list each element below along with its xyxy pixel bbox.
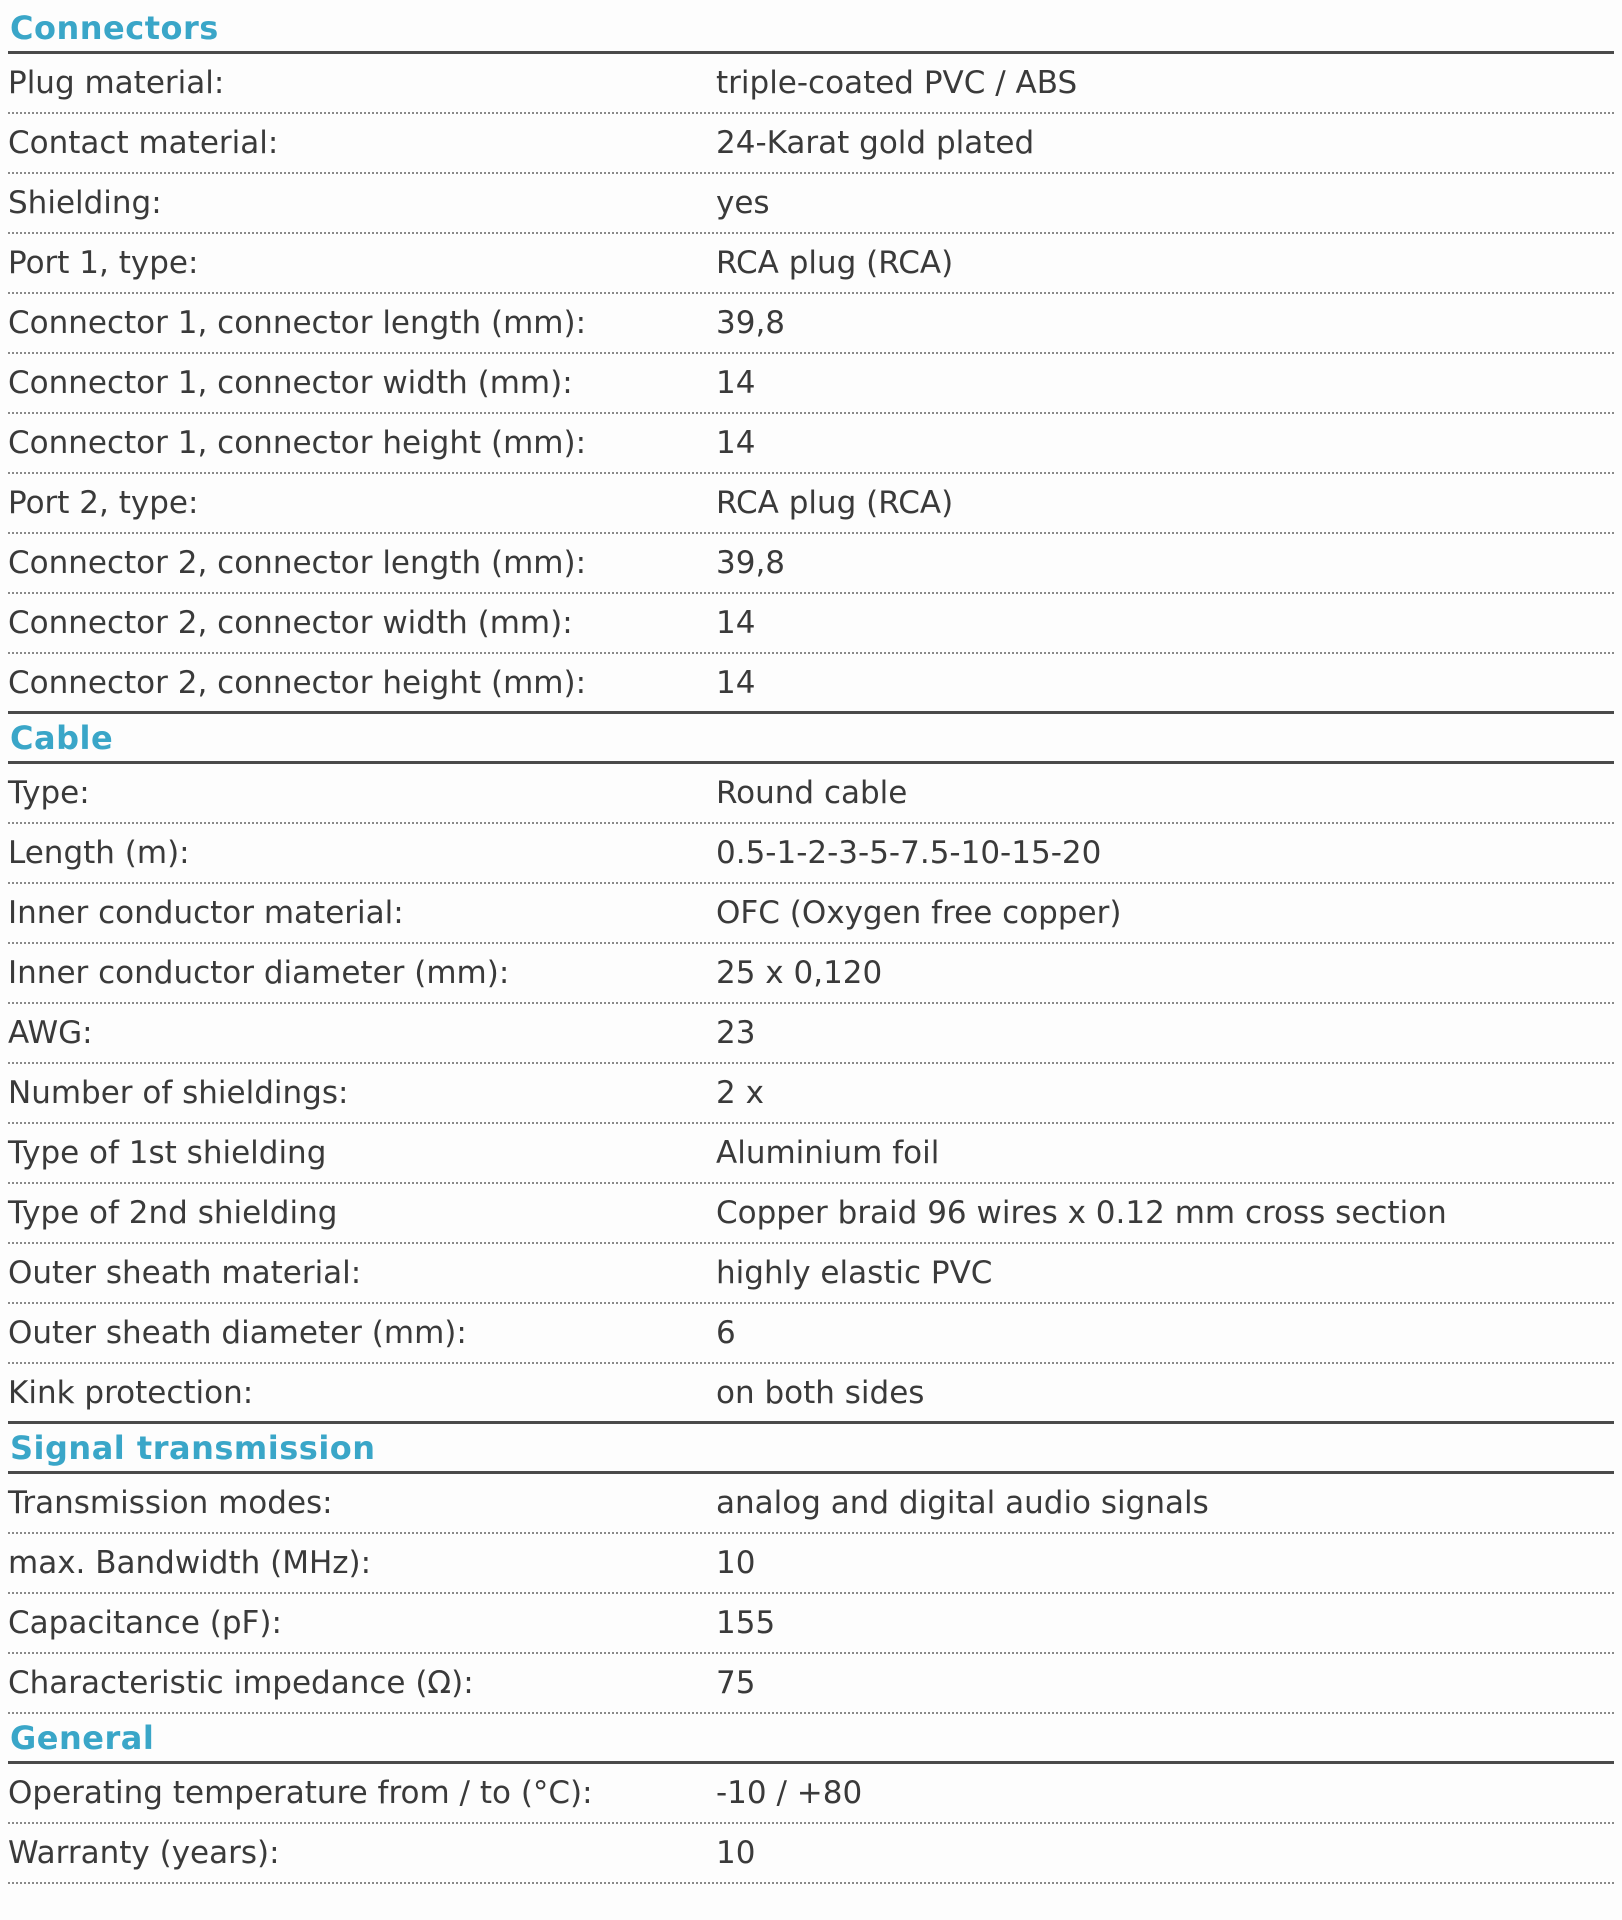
spec-row <box>8 1364 1614 1424</box>
spec-value: RCA plug (RCA) <box>716 485 954 521</box>
spec-row <box>8 1824 1614 1884</box>
spec-row <box>8 414 1614 474</box>
spec-label: Plug material: <box>8 65 225 101</box>
spec-row <box>8 534 1614 594</box>
spec-label: Transmission modes: <box>8 1485 333 1521</box>
section-title: General <box>8 1714 1614 1764</box>
spec-value: 75 <box>716 1665 756 1701</box>
spec-label: Inner conductor diameter (mm): <box>8 955 510 991</box>
spec-value: Copper braid 96 wires x 0.12 mm cross section <box>716 1195 1447 1231</box>
spec-label: AWG: <box>8 1015 93 1051</box>
spec-row <box>8 1474 1614 1534</box>
spec-value: RCA plug (RCA) <box>716 245 954 281</box>
spec-label: Outer sheath material: <box>8 1255 362 1291</box>
spec-value: 14 <box>716 664 756 701</box>
section-signal-transmission <box>8 1424 1614 1714</box>
spec-label: Connector 1, connector width (mm): <box>8 365 573 401</box>
spec-label: Port 1, type: <box>8 245 199 281</box>
section-title: Connectors <box>8 0 1614 54</box>
spec-row <box>8 1184 1614 1244</box>
spec-label: Length (m): <box>8 835 190 871</box>
spec-value: 39,8 <box>716 545 786 581</box>
spec-value: 25 x 0,120 <box>716 955 883 991</box>
section-cable <box>8 714 1614 1424</box>
spec-label: Inner conductor material: <box>8 895 404 931</box>
spec-row <box>8 824 1614 884</box>
spec-value: 23 <box>716 1015 756 1051</box>
spec-row <box>8 1764 1614 1824</box>
spec-row <box>8 174 1614 234</box>
spec-label: Shielding: <box>8 185 162 221</box>
spec-value: 0.5-1-2-3-5-7.5-10-15-20 <box>716 835 1102 871</box>
spec-value: 10 <box>716 1835 756 1871</box>
spec-label: Connector 2, connector height (mm): <box>8 664 587 701</box>
section-title: Signal transmission <box>8 1424 1614 1474</box>
spec-value: 6 <box>716 1315 736 1351</box>
spec-row <box>8 884 1614 944</box>
spec-value: OFC (Oxygen free copper) <box>716 895 1122 931</box>
spec-label: Characteristic impedance (Ω): <box>8 1665 474 1701</box>
spec-label: Outer sheath diameter (mm): <box>8 1315 467 1351</box>
spec-label: Type of 2nd shielding <box>8 1195 338 1231</box>
spec-value: Round cable <box>716 775 908 811</box>
spec-row <box>8 1064 1614 1124</box>
spec-label: Capacitance (pF): <box>8 1605 282 1641</box>
spec-row <box>8 234 1614 294</box>
spec-label: Connector 1, connector length (mm): <box>8 305 587 341</box>
section-connectors <box>8 0 1614 714</box>
spec-row <box>8 1654 1614 1714</box>
spec-value: yes <box>716 185 770 221</box>
spec-row <box>8 114 1614 174</box>
spec-value: 14 <box>716 605 756 641</box>
spec-row <box>8 1534 1614 1594</box>
spec-row <box>8 1004 1614 1064</box>
spec-label: Connector 2, connector width (mm): <box>8 605 573 641</box>
spec-row <box>8 1124 1614 1184</box>
spec-label: Type of 1st shielding <box>8 1135 327 1171</box>
spec-value: on both sides <box>716 1374 925 1411</box>
spec-label: Type: <box>8 775 90 811</box>
spec-value: analog and digital audio signals <box>716 1485 1209 1521</box>
spec-row <box>8 944 1614 1004</box>
spec-row <box>8 1304 1614 1364</box>
spec-row <box>8 54 1614 114</box>
spec-row <box>8 294 1614 354</box>
spec-value: 10 <box>716 1545 756 1581</box>
spec-label: Number of shieldings: <box>8 1075 349 1111</box>
spec-value: 39,8 <box>716 305 786 341</box>
spec-value: Aluminium foil <box>716 1135 940 1171</box>
spec-row <box>8 654 1614 714</box>
spec-value: 155 <box>716 1605 776 1641</box>
spec-row <box>8 594 1614 654</box>
spec-value: highly elastic PVC <box>716 1255 993 1291</box>
spec-value: 14 <box>716 425 756 461</box>
section-title: Cable <box>8 714 1614 764</box>
spec-row <box>8 474 1614 534</box>
spec-label: Kink protection: <box>8 1374 254 1411</box>
spec-label: Contact material: <box>8 125 279 161</box>
spec-label: max. Bandwidth (MHz): <box>8 1545 372 1581</box>
spec-label: Connector 2, connector length (mm): <box>8 545 587 581</box>
spec-value: 14 <box>716 365 756 401</box>
spec-row <box>8 764 1614 824</box>
spec-value: 2 x <box>716 1075 764 1111</box>
spec-value: 24-Karat gold plated <box>716 125 1035 161</box>
section-general <box>8 1714 1614 1884</box>
spec-row <box>8 354 1614 414</box>
spec-label: Warranty (years): <box>8 1835 280 1871</box>
spec-row <box>8 1594 1614 1654</box>
spec-value: triple-coated PVC / ABS <box>716 65 1078 101</box>
spec-label: Operating temperature from / to (°C): <box>8 1775 593 1811</box>
spec-row <box>8 1244 1614 1304</box>
spec-label: Connector 1, connector height (mm): <box>8 425 587 461</box>
spec-label: Port 2, type: <box>8 485 199 521</box>
spec-value: -10 / +80 <box>716 1775 863 1811</box>
